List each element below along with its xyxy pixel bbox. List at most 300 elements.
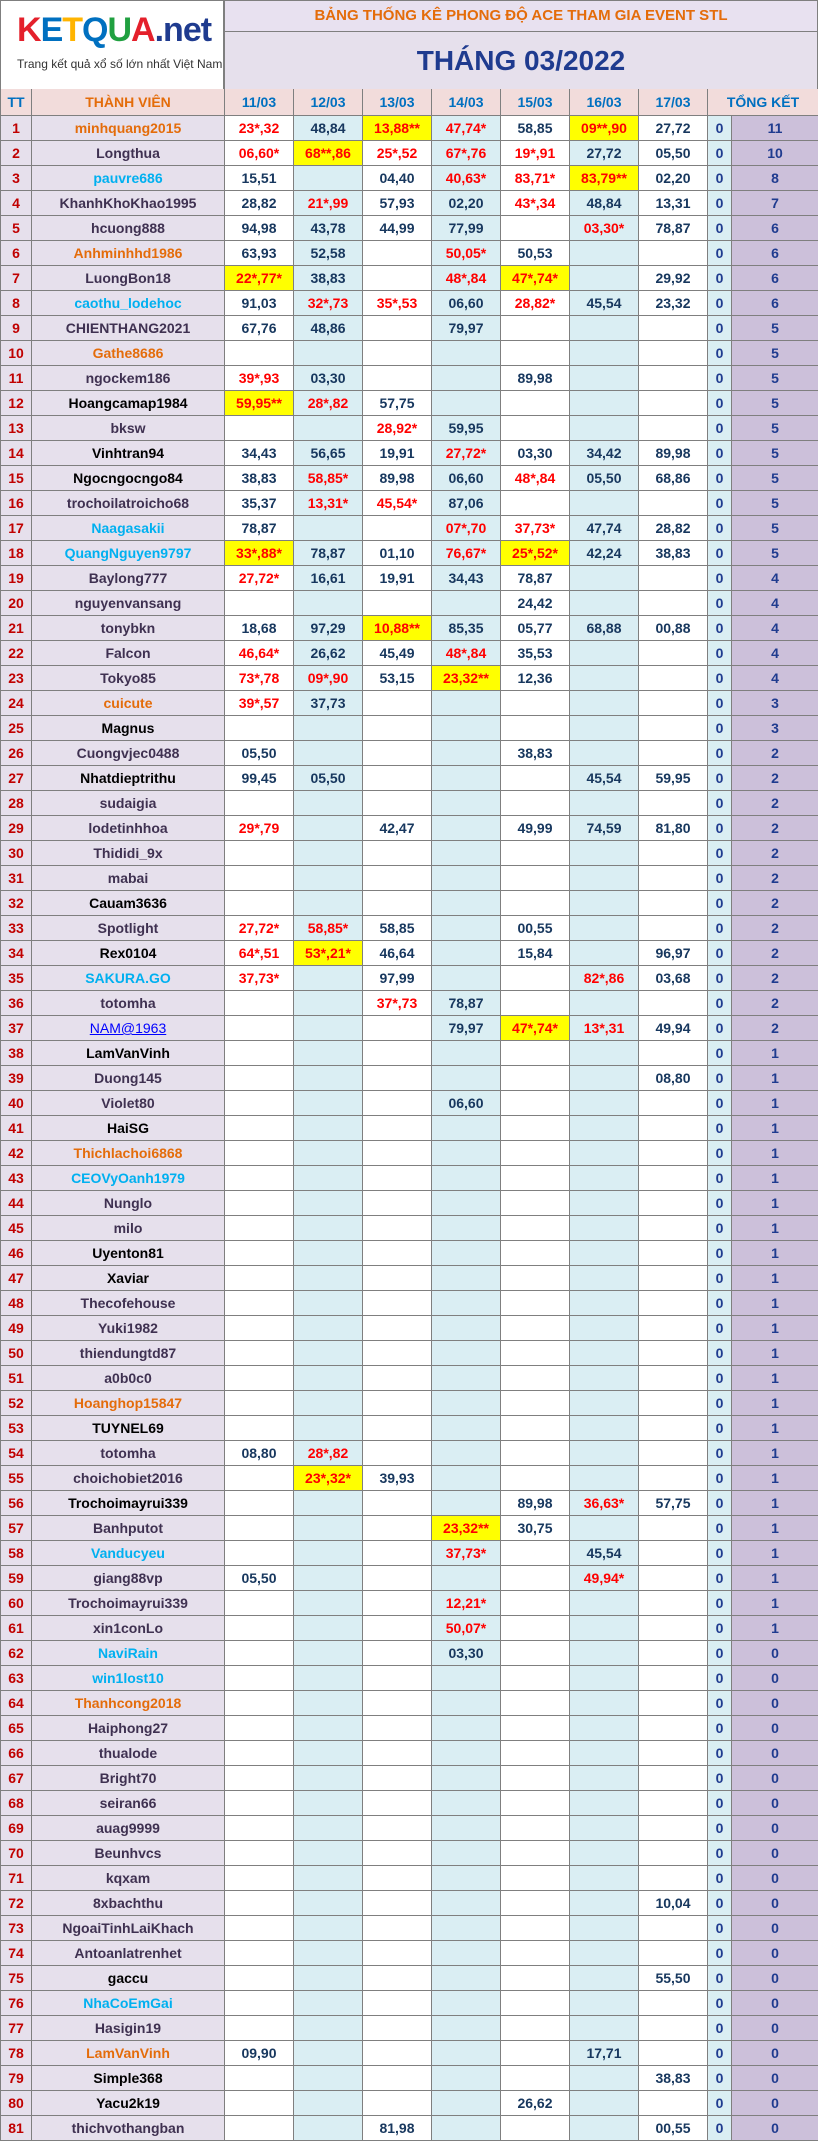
day-cell xyxy=(501,1916,570,1941)
table-row xyxy=(1,1991,818,2016)
day-cell xyxy=(294,1266,363,1291)
day-cell: 46,64* xyxy=(225,641,294,666)
day-cell xyxy=(570,1316,639,1341)
day-cell: 34,42 xyxy=(570,441,639,466)
day-cell xyxy=(225,841,294,866)
row-number: 29 xyxy=(1,816,32,841)
member-name: Longthua xyxy=(96,145,160,161)
day-cell: 50,53 xyxy=(501,241,570,266)
day-cell xyxy=(501,841,570,866)
day-cell: 19,91 xyxy=(363,566,432,591)
row-number: 8 xyxy=(1,291,32,316)
day-cell xyxy=(294,1516,363,1541)
table-row xyxy=(1,216,818,241)
table-row xyxy=(1,541,818,566)
member-name: totomha xyxy=(100,995,156,1011)
member-cell xyxy=(32,1766,225,1791)
day-cell xyxy=(225,1091,294,1116)
day-cell xyxy=(570,991,639,1016)
day-cell xyxy=(363,2016,432,2041)
member-name: Ngocngocngo84 xyxy=(73,470,183,486)
day-cell: 28,82 xyxy=(225,191,294,216)
day-cell xyxy=(570,2066,639,2091)
day-cell xyxy=(501,491,570,516)
day-cell: 10,04 xyxy=(639,1891,708,1916)
day-cell xyxy=(294,1766,363,1791)
day-cell: 58,85 xyxy=(501,116,570,141)
day-cell xyxy=(570,891,639,916)
row-number: 53 xyxy=(1,1416,32,1441)
day-cell xyxy=(363,1566,432,1591)
day-cell xyxy=(501,1041,570,1066)
day-cell: 49,99 xyxy=(501,816,570,841)
day-cell: 04,40 xyxy=(363,166,432,191)
total-count-cell: 0 xyxy=(732,2116,818,2141)
member-cell xyxy=(32,2016,225,2041)
total-zero-cell: 0 xyxy=(708,616,732,641)
total-zero-cell: 0 xyxy=(708,791,732,816)
day-cell xyxy=(639,1766,708,1791)
day-cell: 79,97 xyxy=(432,316,501,341)
day-cell xyxy=(570,791,639,816)
day-cell: 03,30* xyxy=(570,216,639,241)
total-count-cell: 5 xyxy=(732,366,818,391)
member-cell xyxy=(32,1691,225,1716)
day-cell xyxy=(501,1266,570,1291)
day-cell xyxy=(501,791,570,816)
table-row xyxy=(1,366,818,391)
table-row xyxy=(1,1716,818,1741)
table-row xyxy=(1,1341,818,1366)
table-row xyxy=(1,891,818,916)
day-cell xyxy=(225,1641,294,1666)
member-cell xyxy=(32,1916,225,1941)
total-zero-cell: 0 xyxy=(708,1641,732,1666)
total-count-cell: 1 xyxy=(732,1091,818,1116)
day-cell xyxy=(570,1816,639,1841)
day-cell xyxy=(363,1791,432,1816)
table-row xyxy=(1,1391,818,1416)
logo-suffix: .net xyxy=(154,11,212,49)
day-cell xyxy=(225,991,294,1016)
total-zero-cell: 0 xyxy=(708,566,732,591)
total-count-cell: 4 xyxy=(732,641,818,666)
day-cell xyxy=(432,791,501,816)
day-cell: 34,43 xyxy=(225,441,294,466)
row-number: 18 xyxy=(1,541,32,566)
row-number: 63 xyxy=(1,1666,32,1691)
day-cell: 08,80 xyxy=(639,1066,708,1091)
day-cell: 47*,74* xyxy=(501,266,570,291)
total-count-cell: 4 xyxy=(732,666,818,691)
member-cell xyxy=(32,891,225,916)
row-number: 2 xyxy=(1,141,32,166)
day-cell xyxy=(432,2016,501,2041)
total-count-cell: 0 xyxy=(732,1741,818,1766)
member-name: lodetinhhoa xyxy=(88,820,168,836)
row-number: 60 xyxy=(1,1591,32,1616)
day-cell xyxy=(432,1941,501,1966)
day-cell xyxy=(501,1691,570,1716)
day-cell xyxy=(501,966,570,991)
day-cell: 09**,90 xyxy=(570,116,639,141)
day-cell xyxy=(363,1991,432,2016)
member-name: Hoanghop15847 xyxy=(73,1395,183,1411)
row-number: 79 xyxy=(1,2066,32,2091)
day-cell: 28,92* xyxy=(363,416,432,441)
day-cell xyxy=(225,891,294,916)
table-row xyxy=(1,291,818,316)
day-cell xyxy=(225,1416,294,1441)
row-number: 81 xyxy=(1,2116,32,2141)
day-cell xyxy=(639,2041,708,2066)
day-cell xyxy=(294,1716,363,1741)
total-zero-cell: 0 xyxy=(708,191,732,216)
row-number: 54 xyxy=(1,1441,32,1466)
day-cell: 13*,31 xyxy=(570,1016,639,1041)
day-cell xyxy=(501,1166,570,1191)
total-zero-cell: 0 xyxy=(708,491,732,516)
day-cell xyxy=(432,391,501,416)
table-row xyxy=(1,1766,818,1791)
day-cell xyxy=(294,1041,363,1066)
day-cell xyxy=(225,1791,294,1816)
total-zero-cell: 0 xyxy=(708,541,732,566)
day-cell xyxy=(432,1566,501,1591)
day-cell: 26,62 xyxy=(501,2091,570,2116)
day-cell xyxy=(225,341,294,366)
total-count-cell: 1 xyxy=(732,1216,818,1241)
day-cell: 00,55 xyxy=(639,2116,708,2141)
member-cell xyxy=(32,1191,225,1216)
day-cell xyxy=(501,391,570,416)
title-block xyxy=(225,1,817,89)
day-cell xyxy=(363,516,432,541)
day-cell xyxy=(363,1241,432,1266)
day-cell xyxy=(363,341,432,366)
day-cell: 68**,86 xyxy=(294,141,363,166)
member-name: CEOVyOanh1979 xyxy=(71,1170,185,1186)
day-cell xyxy=(225,716,294,741)
total-count-cell: 5 xyxy=(732,341,818,366)
table-row xyxy=(1,816,818,841)
day-cell xyxy=(639,2091,708,2116)
member-cell xyxy=(32,741,225,766)
total-count-cell: 1 xyxy=(732,1541,818,1566)
day-cell xyxy=(294,1366,363,1391)
member-name: a0b0c0 xyxy=(104,1370,152,1386)
day-cell xyxy=(432,1116,501,1141)
day-cell: 74,59 xyxy=(570,816,639,841)
day-cell: 58,85* xyxy=(294,466,363,491)
total-zero-cell: 0 xyxy=(708,1666,732,1691)
total-count-cell: 6 xyxy=(732,266,818,291)
day-cell: 23,32** xyxy=(432,666,501,691)
total-zero-cell: 0 xyxy=(708,1416,732,1441)
day-cell xyxy=(501,341,570,366)
day-cell xyxy=(294,1566,363,1591)
member-name: QuangNguyen9797 xyxy=(64,545,192,561)
member-cell xyxy=(32,791,225,816)
day-cell xyxy=(432,1341,501,1366)
day-cell xyxy=(363,241,432,266)
total-count-cell: 7 xyxy=(732,191,818,216)
total-count-cell: 4 xyxy=(732,566,818,591)
member-name: thiendungtd87 xyxy=(79,1345,177,1361)
day-cell: 39*,93 xyxy=(225,366,294,391)
member-name-link[interactable]: NAM@1963 xyxy=(89,1020,167,1036)
day-cell xyxy=(501,1141,570,1166)
member-cell xyxy=(32,1616,225,1641)
day-cell xyxy=(363,1416,432,1441)
day-cell xyxy=(294,741,363,766)
member-cell xyxy=(32,1816,225,1841)
day-cell: 57,75 xyxy=(639,1491,708,1516)
day-cell xyxy=(225,1941,294,1966)
row-number: 74 xyxy=(1,1941,32,1966)
day-cell xyxy=(501,1791,570,1816)
day-cell xyxy=(363,1116,432,1141)
row-number: 3 xyxy=(1,166,32,191)
member-name: Yacu2k19 xyxy=(96,2095,160,2111)
day-cell xyxy=(294,966,363,991)
day-cell xyxy=(294,1791,363,1816)
day-cell xyxy=(639,1591,708,1616)
day-cell xyxy=(639,366,708,391)
day-cell: 01,10 xyxy=(363,541,432,566)
day-cell xyxy=(294,1591,363,1616)
member-cell xyxy=(32,116,225,141)
total-zero-cell: 0 xyxy=(708,641,732,666)
day-cell xyxy=(432,1666,501,1691)
day-cell xyxy=(294,991,363,1016)
day-cell xyxy=(363,1266,432,1291)
day-cell xyxy=(225,1516,294,1541)
member-name: tonybkn xyxy=(100,620,156,636)
row-number: 58 xyxy=(1,1541,32,1566)
row-number: 41 xyxy=(1,1116,32,1141)
day-cell: 24,42 xyxy=(501,591,570,616)
day-cell xyxy=(501,1966,570,1991)
day-cell: 78,87 xyxy=(501,566,570,591)
day-cell: 59,95 xyxy=(432,416,501,441)
member-name: Violet80 xyxy=(101,1095,155,1111)
table-row xyxy=(1,1516,818,1541)
table-row xyxy=(1,266,818,291)
row-number: 61 xyxy=(1,1616,32,1641)
total-zero-cell: 0 xyxy=(708,866,732,891)
day-cell: 45,54 xyxy=(570,766,639,791)
total-count-cell: 5 xyxy=(732,541,818,566)
day-cell xyxy=(294,1216,363,1241)
day-cell: 68,88 xyxy=(570,616,639,641)
day-cell xyxy=(225,1191,294,1216)
total-count-cell: 0 xyxy=(732,1916,818,1941)
table-row xyxy=(1,1791,818,1816)
total-count-cell: 1 xyxy=(732,1516,818,1541)
table-row xyxy=(1,316,818,341)
row-number: 80 xyxy=(1,2091,32,2116)
member-cell xyxy=(32,866,225,891)
ketqua-logo[interactable] xyxy=(1,1,225,89)
column-header-day: 11/03 xyxy=(225,89,294,116)
table-row xyxy=(1,1816,818,1841)
day-cell xyxy=(294,2041,363,2066)
day-cell xyxy=(639,591,708,616)
day-cell xyxy=(570,316,639,341)
day-cell xyxy=(570,641,639,666)
member-cell xyxy=(32,1216,225,1241)
day-cell xyxy=(363,1516,432,1541)
day-cell xyxy=(225,416,294,441)
day-cell xyxy=(432,891,501,916)
day-cell: 00,55 xyxy=(501,916,570,941)
day-cell xyxy=(501,1366,570,1391)
total-zero-cell: 0 xyxy=(708,391,732,416)
day-cell xyxy=(501,1741,570,1766)
day-cell xyxy=(294,1166,363,1191)
total-count-cell: 0 xyxy=(732,1941,818,1966)
day-cell xyxy=(225,2091,294,2116)
day-cell: 17,71 xyxy=(570,2041,639,2066)
day-cell: 33*,88* xyxy=(225,541,294,566)
member-cell xyxy=(32,366,225,391)
day-cell xyxy=(225,2116,294,2141)
total-count-cell: 6 xyxy=(732,241,818,266)
day-cell: 03,68 xyxy=(639,966,708,991)
column-header-tt: TT xyxy=(1,89,32,116)
day-cell xyxy=(501,1991,570,2016)
day-cell xyxy=(501,766,570,791)
day-cell xyxy=(225,591,294,616)
row-number: 34 xyxy=(1,941,32,966)
day-cell xyxy=(225,1616,294,1641)
day-cell: 91,03 xyxy=(225,291,294,316)
total-zero-cell: 0 xyxy=(708,1141,732,1166)
day-cell xyxy=(225,1141,294,1166)
day-cell xyxy=(570,1766,639,1791)
table-row xyxy=(1,641,818,666)
logo-letters xyxy=(17,11,155,50)
row-number: 17 xyxy=(1,516,32,541)
table-row xyxy=(1,241,818,266)
day-cell: 27,72* xyxy=(432,441,501,466)
total-zero-cell: 0 xyxy=(708,816,732,841)
day-cell: 15,84 xyxy=(501,941,570,966)
row-number: 20 xyxy=(1,591,32,616)
total-zero-cell: 0 xyxy=(708,116,732,141)
day-cell xyxy=(639,316,708,341)
total-count-cell: 8 xyxy=(732,166,818,191)
day-cell xyxy=(639,1341,708,1366)
day-cell xyxy=(639,416,708,441)
member-name: Nunglo xyxy=(103,1195,153,1211)
member-cell xyxy=(32,391,225,416)
day-cell: 68,86 xyxy=(639,466,708,491)
row-number: 33 xyxy=(1,916,32,941)
total-count-cell: 3 xyxy=(732,716,818,741)
total-count-cell: 0 xyxy=(732,1816,818,1841)
total-count-cell: 2 xyxy=(732,741,818,766)
table-row xyxy=(1,1191,818,1216)
total-count-cell: 1 xyxy=(732,1616,818,1641)
total-count-cell: 2 xyxy=(732,816,818,841)
day-cell xyxy=(294,1491,363,1516)
table-row xyxy=(1,1366,818,1391)
column-header-day: 14/03 xyxy=(432,89,501,116)
day-cell: 23*,32 xyxy=(225,116,294,141)
day-cell xyxy=(639,1316,708,1341)
day-cell xyxy=(294,1966,363,1991)
total-count-cell: 0 xyxy=(732,1666,818,1691)
member-cell xyxy=(32,1866,225,1891)
total-zero-cell: 0 xyxy=(708,1241,732,1266)
table-row xyxy=(1,1741,818,1766)
total-zero-cell: 0 xyxy=(708,1716,732,1741)
member-name: Nhatdieptrithu xyxy=(80,770,176,786)
member-name: milo xyxy=(113,1220,143,1236)
member-cell xyxy=(32,616,225,641)
table-row xyxy=(1,1441,818,1466)
member-cell[interactable] xyxy=(32,1016,225,1041)
member-name: Thecofehouse xyxy=(80,1295,176,1311)
total-count-cell: 1 xyxy=(732,1416,818,1441)
total-zero-cell: 0 xyxy=(708,1816,732,1841)
day-cell xyxy=(363,1191,432,1216)
day-cell: 97,99 xyxy=(363,966,432,991)
total-zero-cell: 0 xyxy=(708,741,732,766)
day-cell xyxy=(570,2016,639,2041)
row-number: 46 xyxy=(1,1241,32,1266)
member-cell xyxy=(32,1341,225,1366)
total-zero-cell: 0 xyxy=(708,1041,732,1066)
row-number: 65 xyxy=(1,1716,32,1741)
table-row xyxy=(1,116,818,141)
day-cell xyxy=(570,266,639,291)
total-count-cell: 1 xyxy=(732,1116,818,1141)
member-cell xyxy=(32,166,225,191)
table-row xyxy=(1,1866,818,1891)
day-cell xyxy=(570,1216,639,1241)
total-zero-cell: 0 xyxy=(708,1491,732,1516)
table-row xyxy=(1,1541,818,1566)
total-zero-cell: 0 xyxy=(708,1541,732,1566)
total-zero-cell: 0 xyxy=(708,1866,732,1891)
total-zero-cell: 0 xyxy=(708,316,732,341)
day-cell xyxy=(225,1841,294,1866)
table-row xyxy=(1,391,818,416)
day-cell xyxy=(639,1841,708,1866)
day-cell: 23,32 xyxy=(639,291,708,316)
day-cell xyxy=(501,1591,570,1616)
member-name: Xaviar xyxy=(106,1270,150,1286)
day-cell xyxy=(432,1391,501,1416)
day-cell xyxy=(294,1291,363,1316)
day-cell: 08,80 xyxy=(225,1441,294,1466)
member-cell xyxy=(32,1991,225,2016)
day-cell xyxy=(501,2016,570,2041)
total-count-cell: 2 xyxy=(732,791,818,816)
day-cell: 38,83 xyxy=(501,741,570,766)
total-zero-cell: 0 xyxy=(708,1991,732,2016)
day-cell xyxy=(432,866,501,891)
row-number: 51 xyxy=(1,1366,32,1391)
member-cell xyxy=(32,691,225,716)
day-cell xyxy=(432,1141,501,1166)
day-cell xyxy=(570,1391,639,1416)
day-cell xyxy=(639,916,708,941)
table-row xyxy=(1,1316,818,1341)
